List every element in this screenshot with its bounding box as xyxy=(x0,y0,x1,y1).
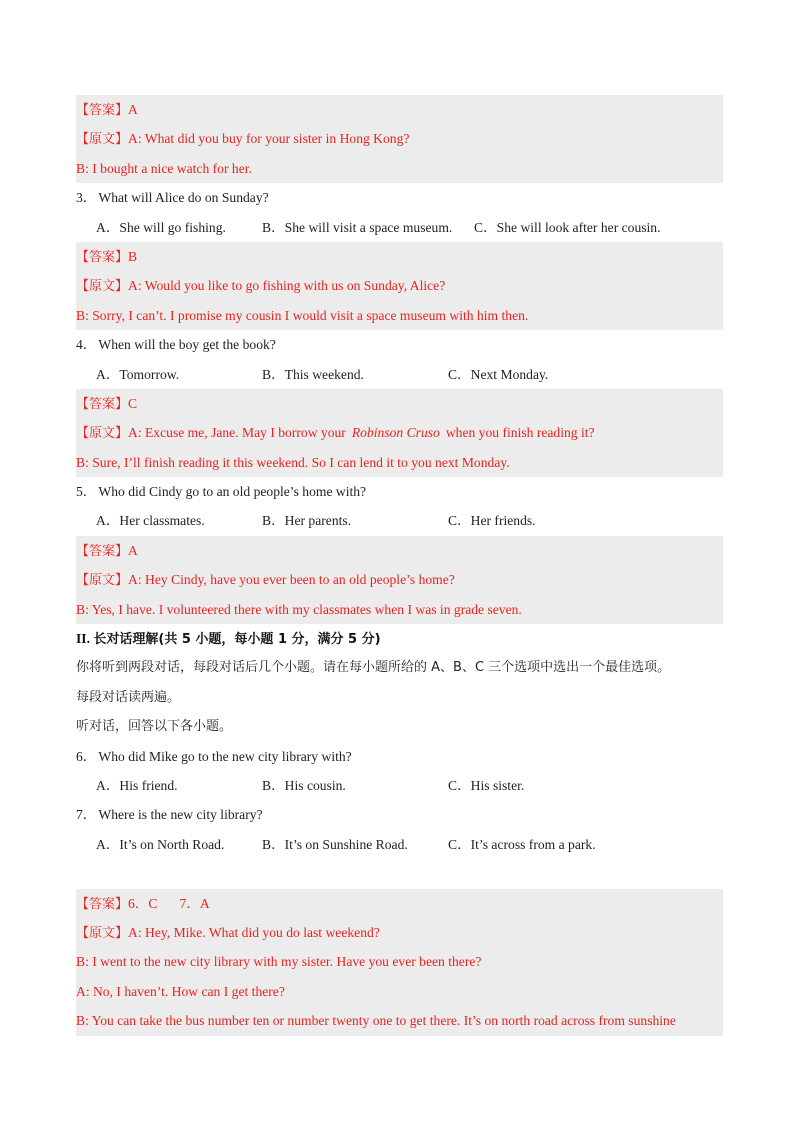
transcript-line xyxy=(76,124,723,153)
question-text: Where is the new city library? xyxy=(98,807,263,823)
answer-value: 7．A xyxy=(179,895,210,911)
option-b: B．She will visit a space museum. xyxy=(262,219,453,235)
transcript-label: 【原文】 xyxy=(76,132,129,148)
transcript-line: B: I went to the new city library with my sister. Have you ever been there? xyxy=(76,947,723,976)
question-number: 5． xyxy=(76,484,97,500)
option-a: A．Her classmates. xyxy=(96,513,205,529)
options-row xyxy=(76,506,723,535)
transcript-label: 【原文】 xyxy=(76,925,129,941)
options-row xyxy=(76,830,723,859)
option-c: C．She will look after her cousin. xyxy=(474,219,661,235)
instruction-line: 你将听到两段对话，每段对话后几个小题。请在每小题所给的 A、B、C 三个选项中选出一个最佳选项。 xyxy=(76,660,671,676)
book-title: Robinson Cruso xyxy=(351,425,440,441)
document-page xyxy=(76,95,723,1036)
transcript-line xyxy=(76,918,723,947)
option-a: A．Tomorrow. xyxy=(96,366,180,382)
question-text: When will the boy get the book? xyxy=(98,337,276,353)
transcript-line: B: Sure, I’ll finish reading it this weekend. So I can lend it to you next Monday. xyxy=(76,448,723,477)
answer-value: B xyxy=(128,248,138,264)
question-number: 6． xyxy=(76,748,97,764)
question-line xyxy=(76,742,723,771)
section-heading: 长对话理解(共 5 小题，每小题 1 分，满分 5 分) xyxy=(93,632,381,648)
answer-line xyxy=(76,242,723,271)
answer-label: 【答案】 xyxy=(76,396,129,412)
answer-line xyxy=(76,889,723,918)
answer-line xyxy=(76,536,723,565)
question-line xyxy=(76,183,723,212)
question-number: 7． xyxy=(76,807,97,823)
option-c: C．His sister. xyxy=(448,777,525,793)
answer-label: 【答案】 xyxy=(76,103,129,118)
transcript-text: A: Would you like to go fishing with us on Sunday, Alice? xyxy=(128,278,446,294)
transcript-text: A: What did you buy for your sister in Hong Kong? xyxy=(128,131,410,147)
option-b: B．This weekend. xyxy=(262,366,364,382)
answer-line xyxy=(76,389,723,418)
option-b: B．It’s on Sunshine Road. xyxy=(262,836,408,852)
instruction-line: 每段对话读两遍。 xyxy=(76,689,181,705)
answer-value: 6．C xyxy=(128,895,158,911)
transcript-line: B: Sorry, I can’t. I promise my cousin I would visit a space museum with him then. xyxy=(76,301,723,330)
answer-value: C xyxy=(128,395,138,411)
option-a: A．His friend. xyxy=(96,777,178,793)
instruction-line: 听对话，回答以下各小题。 xyxy=(76,719,233,735)
transcript-line: B: Yes, I have. I volunteered there with my classmates when I was in grade seven. xyxy=(76,595,723,624)
question-number: 3． xyxy=(76,190,97,206)
question-line xyxy=(76,800,723,829)
transcript-label: 【原文】 xyxy=(76,573,129,589)
transcript-text: when you finish reading it? xyxy=(445,425,595,441)
option-c: C．It’s across from a park. xyxy=(448,836,596,852)
question-line xyxy=(76,330,723,359)
section-title xyxy=(76,624,723,653)
answer-label: 【答案】 xyxy=(76,543,129,559)
question-text: Who did Cindy go to an old people’s home with? xyxy=(98,484,367,500)
option-c: C．Her friends. xyxy=(448,513,536,529)
question-number: 4． xyxy=(76,337,97,353)
option-a: A．She will go fishing. xyxy=(96,219,226,235)
transcript-line xyxy=(76,565,723,594)
options-row xyxy=(76,213,723,242)
transcript-text: A: Hey, Mike. What did you do last weekend? xyxy=(128,924,380,940)
transcript-line xyxy=(76,418,723,447)
option-a: A．It’s on North Road. xyxy=(96,836,225,852)
answer-line xyxy=(76,95,723,124)
question-text: What will Alice do on Sunday? xyxy=(98,190,269,206)
option-c: C．Next Monday. xyxy=(448,366,549,382)
transcript-line xyxy=(76,271,723,300)
options-row xyxy=(76,771,723,800)
transcript-label: 【原文】 xyxy=(76,279,129,295)
transcript-line: B: I bought a nice watch for her. xyxy=(76,154,723,183)
question-line xyxy=(76,477,723,506)
transcript-line: A: No, I haven’t. How can I get there? xyxy=(76,977,723,1006)
transcript-line: B: You can take the bus number ten or number twenty one to get there. It’s on north road across from sunshine xyxy=(76,1006,723,1035)
transcript-label: 【原文】 xyxy=(76,426,129,442)
option-b: B．Her parents. xyxy=(262,513,352,529)
answer-label: 【答案】 xyxy=(76,896,129,912)
transcript-text: A: Excuse me, Jane. May I borrow your xyxy=(128,425,346,441)
options-row xyxy=(76,360,723,389)
answer-label: 【答案】 xyxy=(76,249,129,265)
question-text: Who did Mike go to the new city library with? xyxy=(98,748,352,764)
transcript-text: A: Hey Cindy, have you ever been to an old people’s home? xyxy=(128,572,455,588)
answer-value: A xyxy=(128,542,138,558)
option-b: B．His cousin. xyxy=(262,777,346,793)
answer-value: A xyxy=(128,102,138,117)
spacer xyxy=(76,859,723,888)
section-number: II. xyxy=(76,631,90,647)
